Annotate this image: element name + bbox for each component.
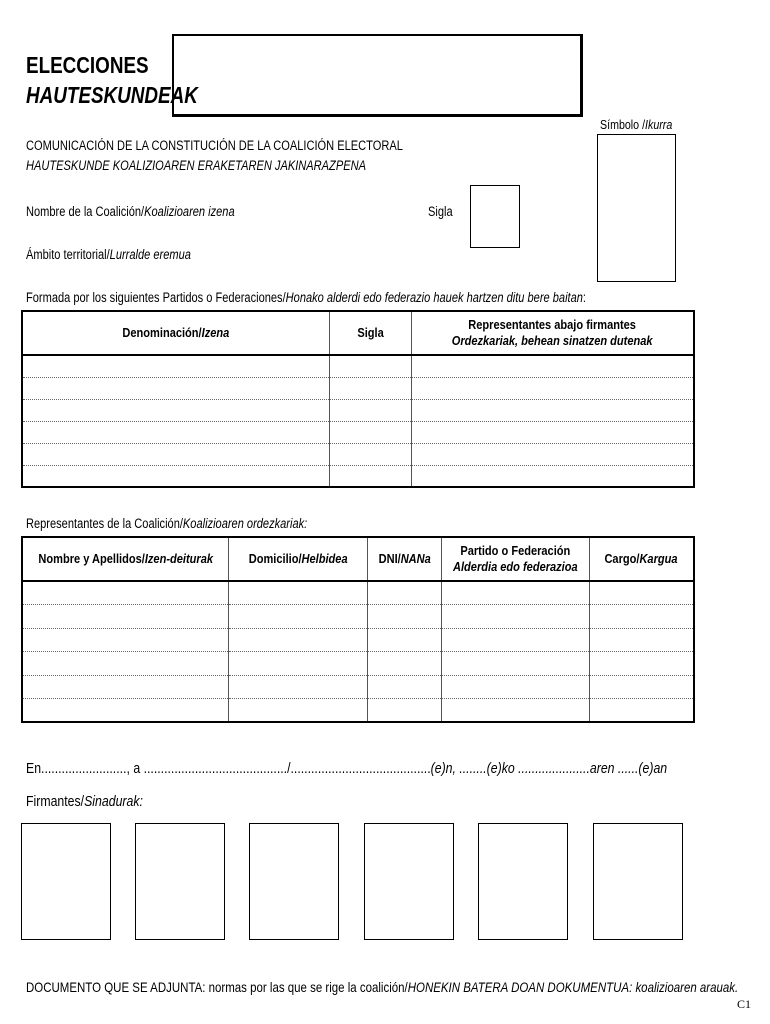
cell[interactable] — [411, 399, 694, 421]
col-partido — [442, 537, 590, 581]
cell[interactable] — [411, 465, 694, 487]
sigla-box[interactable] — [470, 185, 520, 248]
table-row — [22, 652, 694, 676]
col-domicilio — [229, 537, 368, 581]
simbolo-label — [600, 117, 672, 132]
cell[interactable] — [368, 652, 442, 676]
reps-intro-eu: Koalizioaren ordezkariak: — [182, 516, 308, 531]
parties-intro-colon: : — [582, 290, 587, 305]
simbolo-label-es: Símbolo / — [600, 117, 646, 132]
parties-intro-eu: Honako alderdi edo federazio hauek hartzen ditu bere baitan — [285, 290, 583, 305]
signature-box-2[interactable] — [135, 823, 225, 940]
simbolo-box[interactable] — [597, 134, 676, 282]
table-row — [22, 699, 694, 723]
cell[interactable] — [589, 652, 694, 676]
cell[interactable] — [330, 399, 412, 421]
place-date-es: En........................., a ........................................../......................................... — [26, 760, 431, 777]
cell[interactable] — [229, 628, 368, 652]
cell[interactable] — [22, 377, 330, 399]
col-dni-eu: NANa — [400, 551, 431, 566]
cell[interactable] — [22, 443, 330, 465]
cell[interactable] — [330, 355, 412, 377]
col-nombre-eu: Izen-deiturak — [144, 551, 214, 566]
cell[interactable] — [442, 699, 590, 723]
col-sigla — [330, 311, 412, 355]
table-row — [22, 675, 694, 699]
intro-es: COMUNICACIÓN DE LA CONSTITUCIÓN DE LA COALICIÓN ELECTORAL — [26, 138, 403, 153]
parties-header-row — [22, 311, 694, 355]
form-code: C1 — [737, 997, 752, 1011]
footer-es: DOCUMENTO QUE SE ADJUNTA: normas por las que se rige la coalición/ — [26, 979, 408, 995]
cell[interactable] — [22, 581, 229, 605]
cell[interactable] — [330, 421, 412, 443]
cell[interactable] — [330, 465, 412, 487]
col-denominacion — [22, 311, 330, 355]
cell[interactable] — [589, 605, 694, 629]
cell[interactable] — [411, 443, 694, 465]
cell[interactable] — [589, 581, 694, 605]
table-row — [22, 377, 694, 399]
col-partido-es: Partido o Federación — [460, 543, 571, 558]
signature-box-1[interactable] — [21, 823, 111, 940]
cell[interactable] — [229, 699, 368, 723]
simbolo-label-eu: Ikurra — [645, 117, 673, 132]
cell[interactable] — [22, 628, 229, 652]
col-cargo-eu: Kargua — [639, 551, 679, 566]
cell[interactable] — [411, 421, 694, 443]
title-es: ELECCIONES — [26, 52, 149, 78]
cell[interactable] — [368, 675, 442, 699]
col-dni-es: DNI/ — [378, 551, 401, 566]
representatives-table — [21, 536, 695, 723]
cell[interactable] — [22, 355, 330, 377]
cell[interactable] — [22, 421, 330, 443]
cell[interactable] — [22, 605, 229, 629]
col-cargo — [589, 537, 694, 581]
firmantes-eu: Sinadurak: — [84, 793, 143, 810]
cell[interactable] — [589, 628, 694, 652]
table-row — [22, 443, 694, 465]
col-cargo-es: Cargo/ — [604, 551, 640, 566]
place-date-line — [26, 760, 667, 777]
table-row — [22, 421, 694, 443]
cell[interactable] — [229, 605, 368, 629]
signature-box-3[interactable] — [249, 823, 339, 940]
col-nombre — [22, 537, 229, 581]
intro-eu: HAUTESKUNDE KOALIZIOAREN ERAKETAREN JAKINARAZPENA — [26, 158, 366, 173]
reps-header-row — [22, 537, 694, 581]
col-dni — [368, 537, 442, 581]
parties-intro — [26, 290, 586, 305]
ambito-label — [26, 247, 191, 262]
cell[interactable] — [229, 581, 368, 605]
table-row — [22, 355, 694, 377]
col-nombre-es: Nombre y Apellidos/ — [38, 551, 145, 566]
reps-intro — [26, 516, 307, 531]
signature-box-4[interactable] — [364, 823, 454, 940]
col-sigla-es: Sigla — [357, 325, 384, 340]
cell[interactable] — [368, 605, 442, 629]
cell[interactable] — [411, 377, 694, 399]
table-row — [22, 399, 694, 421]
cell[interactable] — [442, 581, 590, 605]
parties-intro-es: Formada por los siguientes Partidos o Federaciones/ — [26, 290, 286, 305]
place-date-eu: (e)n, ........(e)ko .....................aren ......(e)an — [430, 760, 668, 777]
cell[interactable] — [330, 377, 412, 399]
signature-box-5[interactable] — [478, 823, 568, 940]
cell[interactable] — [229, 675, 368, 699]
ambito-es: Ámbito territorial/ — [26, 247, 110, 262]
nombre-eu: Koalizioaren izena — [144, 204, 235, 219]
firmantes-label — [26, 793, 143, 810]
col-denominacion-es: Denominación/ — [122, 325, 202, 340]
signature-box-6[interactable] — [593, 823, 683, 940]
table-row — [22, 605, 694, 629]
cell[interactable] — [442, 628, 590, 652]
col-representantes-eu: Ordezkariak, behean sinatzen dutenak — [451, 333, 653, 348]
cell[interactable] — [368, 628, 442, 652]
cell[interactable] — [589, 699, 694, 723]
nombre-coalicion-label — [26, 204, 235, 219]
cell[interactable] — [22, 465, 330, 487]
cell[interactable] — [330, 443, 412, 465]
cell[interactable] — [442, 605, 590, 629]
table-row — [22, 628, 694, 652]
ambito-eu: Lurralde eremua — [109, 247, 191, 262]
col-representantes — [411, 311, 694, 355]
cell[interactable] — [22, 399, 330, 421]
col-domicilio-eu: Helbidea — [301, 551, 348, 566]
table-row — [22, 465, 694, 487]
election-name-box[interactable] — [172, 34, 583, 117]
col-domicilio-es: Domicilio/ — [248, 551, 302, 566]
nombre-es: Nombre de la Coalición/ — [26, 204, 145, 219]
reps-intro-es: Representantes de la Coalición/ — [26, 516, 183, 531]
cell[interactable] — [589, 675, 694, 699]
footer-eu: HONEKIN BATERA DOAN DOKUMENTUA: koalizioaren arauak. — [407, 979, 739, 995]
cell[interactable] — [411, 355, 694, 377]
cell[interactable] — [22, 699, 229, 723]
sigla-label: Sigla — [428, 204, 453, 219]
cell[interactable] — [442, 675, 590, 699]
col-representantes-es: Representantes abajo firmantes — [468, 317, 637, 332]
cell[interactable] — [368, 699, 442, 723]
col-denominacion-eu: Izena — [201, 325, 230, 340]
table-row — [22, 581, 694, 605]
footer-note — [26, 979, 738, 995]
cell[interactable] — [368, 581, 442, 605]
cell[interactable] — [442, 652, 590, 676]
col-partido-eu: Alderdia edo federazioa — [453, 559, 578, 574]
cell[interactable] — [22, 652, 229, 676]
parties-table — [21, 310, 695, 488]
cell[interactable] — [229, 652, 368, 676]
title-eu: HAUTESKUNDEAK — [26, 82, 198, 108]
cell[interactable] — [22, 675, 229, 699]
firmantes-es: Firmantes/ — [26, 793, 85, 810]
